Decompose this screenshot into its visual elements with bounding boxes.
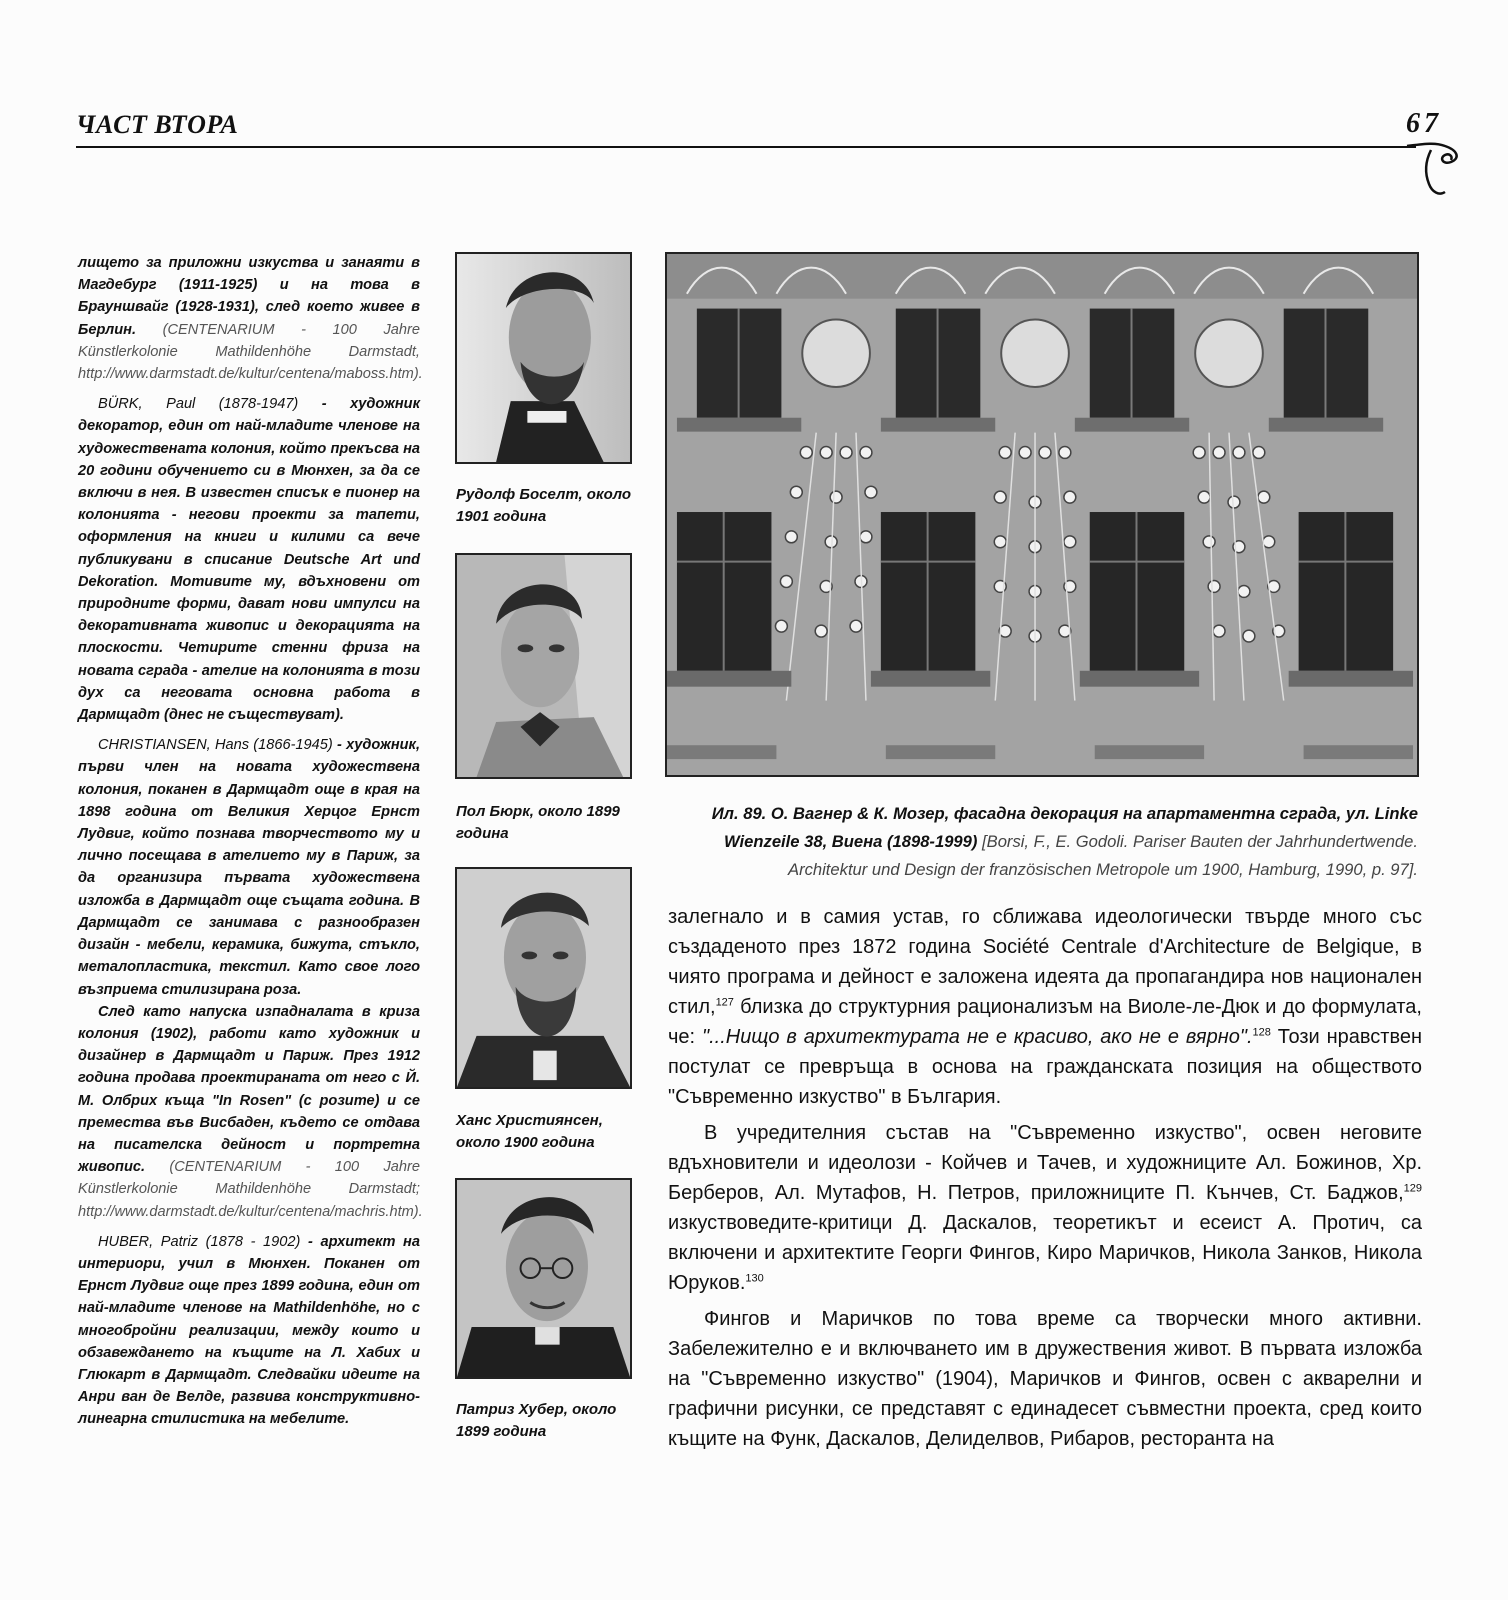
footnote-ref: 127	[715, 996, 734, 1009]
page-number: 67	[1406, 108, 1442, 139]
footnote-ref: 129	[1403, 1182, 1422, 1195]
portrait-caption: Патриз Хубер, около 1899 година	[456, 1401, 617, 1440]
body-paragraph-3	[668, 1304, 1422, 1454]
body-paragraph-1	[668, 902, 1422, 1112]
entry-name: BÜRK, Paul (1878-1947)	[98, 396, 299, 413]
paragraph-christiansen	[78, 734, 420, 1000]
figure-caption	[668, 800, 1418, 884]
paragraph-text: - архитект на интериори, учил в Мюнхен. Поканен от Ернст Лудвиг още през 1899 година, един от най-младите членове на Mathildenhöhe, но с многобройни реализации, между които и обзавеждането на къщите на Л. Хабих и Глюкарт в Дармщадт. Следвайки идеите на Анри ван де Велде, развива конструктивно-линеарна стилистика на мебелите.	[78, 1233, 420, 1428]
paragraph-text: След като напуска изпадналата в криза колония (1902), работи като художник и дизайнер в Дармщадт и Париж. През 1912 година продава проектираната от него с Й. М. Олбрих къща "In Rosen" (с розите) и се премества във Висбаден, където се отдава на писателска дейност и портретна живопис.	[78, 1003, 420, 1176]
footnote-ref: 128	[1252, 1026, 1271, 1039]
portrait-caption: Ханс Християнсен, около 1900 година	[456, 1112, 603, 1151]
section-title: ЧАСТ ВТОРА	[76, 110, 239, 139]
body-text-span: В учредителния състав на "Съвременно изкуство", освен неговите вдъхновители и идеолози - Койчев и Тачев, и художниците Ал. Божинов, Хр. Берберов, Ал. Мутафов, Н. Петров, приложниците П. Кънчев, Ст. Баджов,	[668, 1122, 1422, 1204]
entry-name: CHRISTIANSEN, Hans (1866-1945)	[98, 737, 333, 754]
body-text-span: изкуствоведите-критици Д. Даскалов, теоретикът и есеист А. Протич, са включени и архитектите Георги Фингов, Киро Маричков, Никола Занков, Никола Юруков.	[668, 1212, 1422, 1294]
body-text-span: Този нравствен постулат се превръща в основа на гражданската позиция на обществото "Съвременно изкуство" в България.	[668, 1026, 1423, 1108]
paragraph-huber	[78, 1231, 420, 1431]
entry-name: HUBER, Patriz (1878 - 1902)	[98, 1233, 301, 1250]
paragraph-buerk	[78, 393, 420, 726]
figure-caption-title: Ил. 89. О. Вагнер & К. Мозер, фасадна декорация на апартаментна сграда, ул. Linke Wienzeile 38, Виена (1898-1999)	[711, 804, 1418, 851]
footnote-ref: 130	[745, 1272, 764, 1285]
figure-caption-reference: [Borsi, F., E. Godoli. Pariser Bauten der Jahrhundertwende. Architektur und Design der französischen Metropole um 1900, Hamburg, 1990, p. 97].	[788, 832, 1418, 879]
header-rule	[76, 146, 1416, 148]
running-head	[76, 110, 1456, 150]
portrait-photo-bosselt	[455, 252, 632, 464]
flourish-ornament-icon	[1405, 140, 1465, 200]
reference: (CENTENARIUM - 100 Jahre Künstlerkolonie Mathildenhöhe Darmstadt, http://www.darmstadt.de/kultur/centena/maboss.htm).	[78, 321, 423, 383]
body-text-span: близка до структурния рационализъм на Виоле-ле-Дюк и до формулата, че:	[668, 996, 1422, 1048]
body-paragraph-2	[668, 1118, 1422, 1298]
facade-photo	[665, 252, 1419, 777]
portrait-caption: Пол Бюрк, около 1899 година	[456, 803, 620, 842]
paragraph-text: - художник, първи член на новата художествена колония, поканен в Дармщадт още в края на 1898 година от Великия Херцог Ернст Лудвиг, който познава творчеството му и лично посещава в ателието му в Париж, за да организира първата художествена изложба в Дармщадт още същата година. В Дармщадт се занимава с разнообразен дизайн - мебели, керамика, бижута, стъкло, металопластика, текстил. Като свое лого възприема стилизирана роза.	[78, 737, 420, 998]
paragraph-text: - художник декоратор, един от най-младите членове на художествената колония, който прекъсва на 20 години обучението си в Мюнхен, за да се включи в нея. В известен списък е пионер на колонията - негови проекти за тапети, оформления на книги и килими са вече публикувани в списание Deutsche Art und Dekoration. Мотивите му, вдъхновени от природните форми, дават нови импулси на декоративната живопис и декорацията на плоскости. Четирите стенни фриза на новата сграда - ателие на колонията в този дух са неговата основна работа в Дармщадт (днес не съществуват).	[78, 396, 420, 724]
left-text-column	[78, 252, 423, 1439]
main-body-text	[668, 902, 1422, 1460]
portrait-photo-buerk	[455, 553, 632, 779]
paragraph-christiansen-continued	[78, 1001, 423, 1223]
paragraph-text: лището за приложни изкуства и занаяти в Магдебург (1911-1925) и на това в Брауншвайг (1928-1931), след което живее в Берлин.	[78, 255, 420, 338]
body-text-span: залегнало и в самия устав, го сближава идеологически твърде много със създаденото през 1872 година Société Centrale d'Architecture de Belgique, в чиято програма и дейност е заложена идеята да пропагандира нов национален стил,	[668, 906, 1422, 1018]
portrait-photo-huber	[455, 1178, 632, 1379]
portrait-caption: Рудолф Боселт, около 1901 година	[456, 486, 632, 525]
portrait-photo-christiansen	[455, 867, 632, 1089]
body-text-span: Фингов и Маричков по това време са творчески много активни. Забележително е и включването им в дружествения живот. В първата изложба на "Съвременно изкуство" (1904), Маричков и Фингов, освен с акварелни и графични рисунки, се представят с единадесет съвместни проекта, сред които къщите на Функ, Даскалов, Делиделвов, Рибаров, ресторанта на	[668, 1308, 1422, 1450]
body-quote: "...Нищо в архитектурата не е красиво, ако не е вярно".	[702, 1026, 1253, 1048]
paragraph-bosselt-continued	[78, 252, 423, 385]
reference: (CENTENARIUM - 100 Jahre Künstlerkolonie Mathildenhöhe Darmstadt; http://www.darmstadt.de/kultur/centena/machris.htm).	[78, 1159, 423, 1220]
